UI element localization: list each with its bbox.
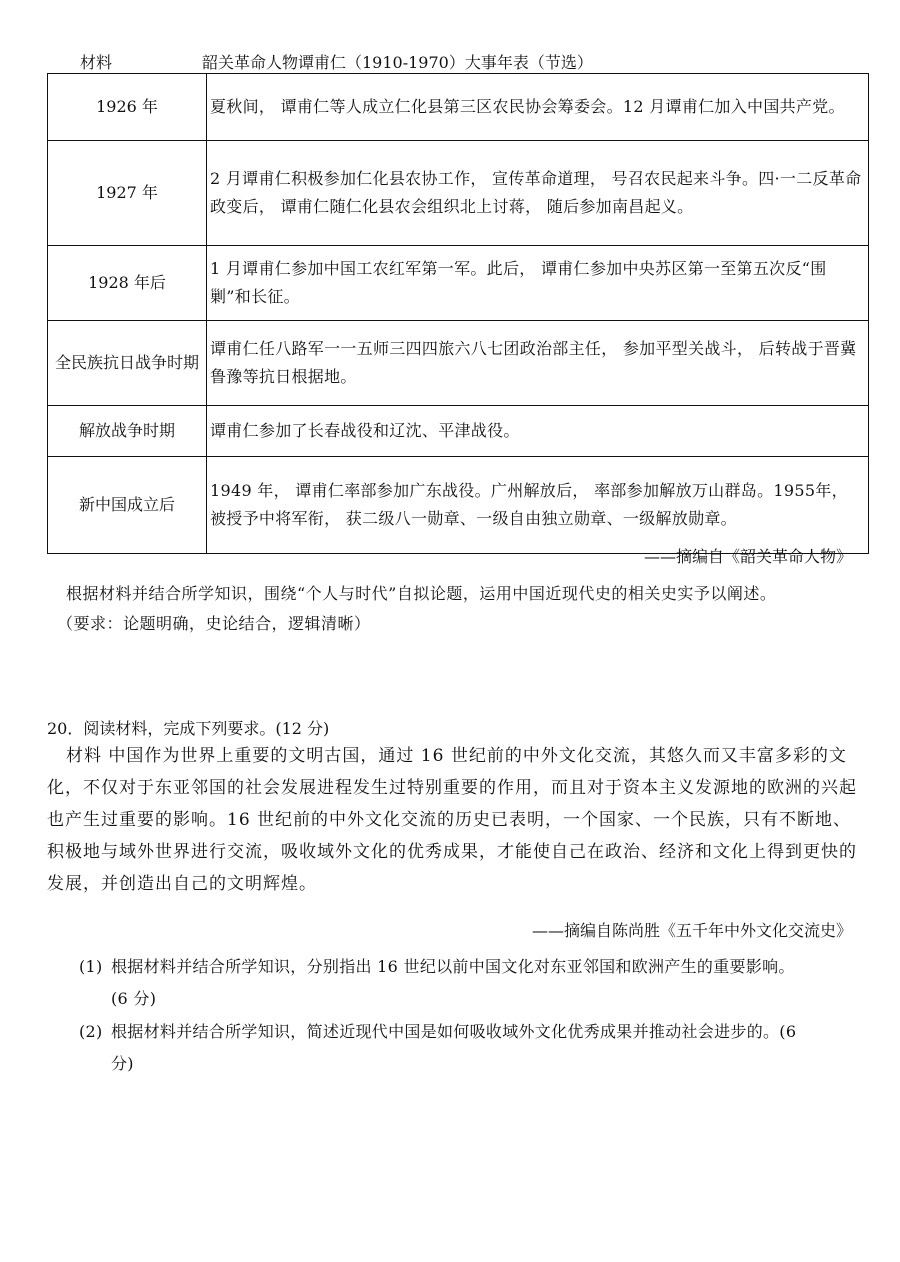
essay-requirement: （要求：论题明确，史论结合，逻辑清晰） [57,614,371,633]
event-cell: 1949 年， 谭甫仁率部参加广东战役。广州解放后， 率部参加解放万山群岛。1955年， 被授予中将军衔， 获二级八一勋章、一级自由独立勋章、一级解放勋章。 [207,457,869,554]
table-row [48,246,869,321]
event-cell: 谭甫仁任八路军一一五师三四四旅六八七团政治部主任， 参加平型关战斗， 后转战于晋冀鲁豫等抗日根据地。 [207,321,869,406]
sub-question-points: 分) [111,1054,134,1073]
table-row [48,406,869,457]
period-cell: 1927 年 [48,141,207,246]
event-cell: 谭甫仁参加了长春战役和辽沈、平津战役。 [207,406,869,457]
period-cell: 解放战争时期 [48,406,207,457]
chronicle-table [47,73,869,554]
question-20-heading: 20．阅读材料，完成下列要求。(12 分) [47,719,330,738]
sub-question-2 [79,1016,869,1080]
essay-task: 根据材料并结合所学知识，围绕“个人与时代”自拟论题，运用中国近现代史的相关史实予以阐述。 [66,584,777,603]
event-cell: 2 月谭甫仁积极参加仁化县农协工作， 宣传革命道理， 号召农民起来斗争。四·一二反革命政变后， 谭甫仁随仁化县农会组织北上讨蒋， 随后参加南昌起义。 [207,141,869,246]
table-row [48,74,869,141]
material-label: 材料 [80,53,113,72]
material-source-citation: ——摘编自陈尚胜《五千年中外文化交流史》 [531,921,852,940]
period-cell: 新中国成立后 [48,457,207,554]
event-cell: 1 月谭甫仁参加中国工农红军第一军。此后， 谭甫仁参加中央苏区第一至第五次反“围剿”和长征。 [207,246,869,321]
period-cell: 1926 年 [48,74,207,141]
event-cell: 夏秋间， 谭甫仁等人成立仁化县第三区农民协会筹委会。12 月谭甫仁加入中国共产党。 [207,74,869,141]
table-row [48,141,869,246]
table-row [48,457,869,554]
table-row [48,321,869,406]
sub-question-1 [79,951,869,1015]
table-source-citation: ——摘编自《韶关革命人物》 [643,547,852,566]
sub-question-text: 根据材料并结合所学知识，分别指出 16 世纪以前中国文化对东亚邻国和欧洲产生的重要影响。 [111,957,795,976]
period-cell: 全民族抗日战争时期 [48,321,207,406]
sub-question-number: (1) [79,957,103,976]
chronicle-title: 韶关革命人物谭甫仁（1910-1970）大事年表（节选） [202,53,593,72]
sub-question-number: (2) [79,1022,103,1041]
sub-question-text: 根据材料并结合所学知识，简述近现代中国是如何吸收域外文化优秀成果并推动社会进步的。(6 [111,1022,797,1041]
sub-question-points: (6 分) [111,989,157,1008]
question-20-material: 材料 中国作为世界上重要的文明古国，通过 16 世纪前的中外文化交流，其悠久而又丰富多彩的文化，不仅对于东亚邻国的社会发展进程发生过特别重要的作用，而且对于资本主义发源地的欧洲的兴起也产生过重要的影响。16 世纪前的中外文化交流的历史已表明，一个国家、一个民族，只有不断地、积极地与域外世界进行交流，吸收域外文化的优秀成果，才能使自己在政治、经济和文化上得到更快的发展，并创造出自己的文明辉煌。 [47,746,857,894]
period-cell: 1928 年后 [48,246,207,321]
